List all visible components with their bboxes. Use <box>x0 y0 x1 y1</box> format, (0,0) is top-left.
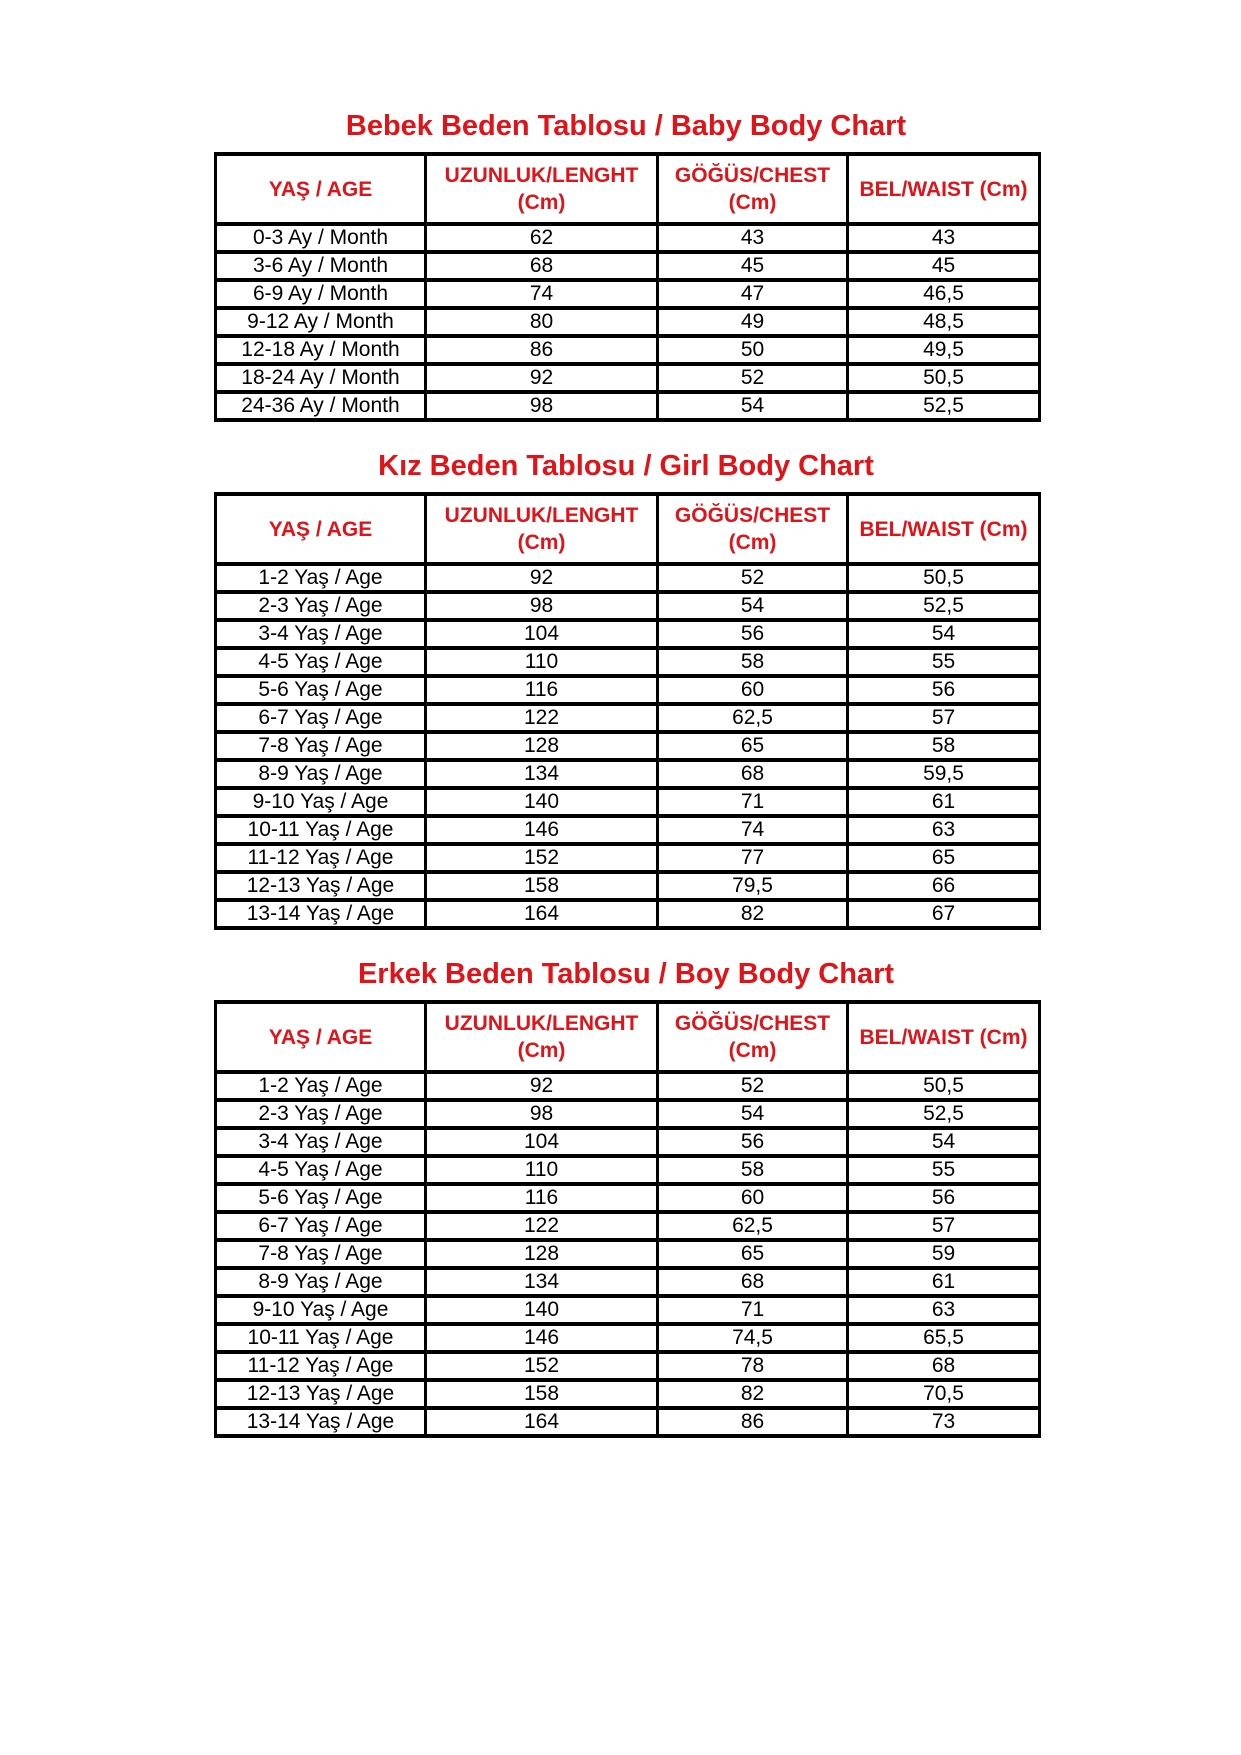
chest-cell: 65 <box>658 1240 848 1268</box>
chest-cell: 86 <box>658 1408 848 1436</box>
waist-cell: 52,5 <box>848 392 1040 420</box>
length-cell: 164 <box>426 1408 658 1436</box>
chest-cell: 71 <box>658 788 848 816</box>
chest-column-header <box>658 494 848 564</box>
table-row <box>216 1100 1040 1128</box>
length-cell: 164 <box>426 900 658 928</box>
age-cell: 3-4 Yaş / Age <box>216 620 426 648</box>
table-row <box>216 392 1040 420</box>
age-cell: 12-13 Yaş / Age <box>216 1380 426 1408</box>
length-header-unit: (Cm) <box>517 191 566 214</box>
chest-cell: 65 <box>658 732 848 760</box>
chest-cell: 79,5 <box>658 872 848 900</box>
waist-cell: 65,5 <box>848 1324 1040 1352</box>
waist-cell: 73 <box>848 1408 1040 1436</box>
length-cell: 110 <box>426 1156 658 1184</box>
waist-cell: 65 <box>848 844 1040 872</box>
table-row <box>216 1156 1040 1184</box>
table-row <box>216 1352 1040 1380</box>
table-row <box>216 704 1040 732</box>
waist-cell: 66 <box>848 872 1040 900</box>
waist-cell: 57 <box>848 704 1040 732</box>
waist-column-header <box>848 154 1040 224</box>
table-row <box>216 1240 1040 1268</box>
waist-header-label: BEL/WAIST (Cm) <box>859 1025 1028 1049</box>
table-row <box>216 1128 1040 1156</box>
chest-cell: 56 <box>658 620 848 648</box>
age-cell: 8-9 Yaş / Age <box>216 1268 426 1296</box>
waist-cell: 43 <box>848 224 1040 252</box>
age-cell: 2-3 Yaş / Age <box>216 1100 426 1128</box>
chest-cell: 60 <box>658 1184 848 1212</box>
chest-cell: 71 <box>658 1296 848 1324</box>
length-cell: 92 <box>426 1072 658 1100</box>
length-cell: 62 <box>426 224 658 252</box>
age-cell: 7-8 Yaş / Age <box>216 732 426 760</box>
age-cell: 9-12 Ay / Month <box>216 308 426 336</box>
length-cell: 152 <box>426 1352 658 1380</box>
length-cell: 140 <box>426 788 658 816</box>
age-cell: 11-12 Yaş / Age <box>216 844 426 872</box>
age-cell: 3-4 Yaş / Age <box>216 1128 426 1156</box>
chest-cell: 78 <box>658 1352 848 1380</box>
age-cell: 4-5 Yaş / Age <box>216 1156 426 1184</box>
length-cell: 98 <box>426 1100 658 1128</box>
length-cell: 152 <box>426 844 658 872</box>
boy-table-title: Erkek Beden Tablosu / Boy Body Chart <box>357 958 895 990</box>
table-row <box>216 872 1040 900</box>
chest-cell: 50 <box>658 336 848 364</box>
length-cell: 98 <box>426 592 658 620</box>
waist-cell: 59 <box>848 1240 1040 1268</box>
age-header-label: YAŞ / AGE <box>268 1025 373 1049</box>
table-row <box>216 336 1040 364</box>
girl-table-title: Kız Beden Tablosu / Girl Body Chart <box>378 450 874 482</box>
age-cell: 0-3 Ay / Month <box>216 224 426 252</box>
age-cell: 13-14 Yaş / Age <box>216 900 426 928</box>
waist-cell: 50,5 <box>848 564 1040 592</box>
chest-column-header <box>658 154 848 224</box>
chest-cell: 47 <box>658 280 848 308</box>
length-cell: 116 <box>426 676 658 704</box>
age-cell: 10-11 Yaş / Age <box>216 1324 426 1352</box>
waist-cell: 50,5 <box>848 1072 1040 1100</box>
table-row <box>216 1324 1040 1352</box>
waist-cell: 68 <box>848 1352 1040 1380</box>
age-cell: 9-10 Yaş / Age <box>216 788 426 816</box>
chest-cell: 52 <box>658 1072 848 1100</box>
table-row <box>216 1268 1040 1296</box>
chest-cell: 74,5 <box>658 1324 848 1352</box>
chest-cell: 77 <box>658 844 848 872</box>
table-row <box>216 1408 1040 1436</box>
table-row <box>216 1212 1040 1240</box>
age-cell: 6-7 Yaş / Age <box>216 1212 426 1240</box>
waist-cell: 59,5 <box>848 760 1040 788</box>
age-header-label: YAŞ / AGE <box>268 517 373 541</box>
baby-size-section <box>214 108 1038 422</box>
length-cell: 104 <box>426 1128 658 1156</box>
table-row <box>216 788 1040 816</box>
waist-cell: 58 <box>848 732 1040 760</box>
age-cell: 7-8 Yaş / Age <box>216 1240 426 1268</box>
waist-column-header <box>848 1002 1040 1072</box>
waist-header-label: BEL/WAIST (Cm) <box>859 177 1028 201</box>
waist-cell: 57 <box>848 1212 1040 1240</box>
length-cell: 146 <box>426 1324 658 1352</box>
length-cell: 134 <box>426 760 658 788</box>
age-column-header <box>216 494 426 564</box>
chest-cell: 68 <box>658 1268 848 1296</box>
length-cell: 122 <box>426 704 658 732</box>
waist-header-label: BEL/WAIST (Cm) <box>859 517 1028 541</box>
table-row <box>216 308 1040 336</box>
table-header-row <box>216 1002 1040 1072</box>
chest-cell: 60 <box>658 676 848 704</box>
chest-header-label: GÖĞÜS/CHEST <box>674 504 831 527</box>
length-header-label: UZUNLUK/LENGHT <box>444 1012 639 1035</box>
table-row <box>216 1296 1040 1324</box>
table-row <box>216 1184 1040 1212</box>
chest-cell: 52 <box>658 364 848 392</box>
waist-cell: 54 <box>848 620 1040 648</box>
age-column-header <box>216 1002 426 1072</box>
length-cell: 122 <box>426 1212 658 1240</box>
boy-size-section <box>214 956 1038 1438</box>
length-cell: 68 <box>426 252 658 280</box>
table-row <box>216 760 1040 788</box>
length-header-unit: (Cm) <box>517 531 566 554</box>
age-cell: 11-12 Yaş / Age <box>216 1352 426 1380</box>
baby-table-title: Bebek Beden Tablosu / Baby Body Chart <box>345 110 907 142</box>
baby-size-table <box>214 152 1041 422</box>
length-cell: 86 <box>426 336 658 364</box>
table-row <box>216 280 1040 308</box>
waist-cell: 46,5 <box>848 280 1040 308</box>
length-column-header <box>426 494 658 564</box>
table-row <box>216 620 1040 648</box>
table-row <box>216 844 1040 872</box>
length-cell: 92 <box>426 564 658 592</box>
waist-cell: 56 <box>848 1184 1040 1212</box>
boy-size-table <box>214 1000 1041 1438</box>
waist-cell: 50,5 <box>848 364 1040 392</box>
table-header-row <box>216 494 1040 564</box>
waist-cell: 45 <box>848 252 1040 280</box>
waist-cell: 63 <box>848 816 1040 844</box>
length-cell: 140 <box>426 1296 658 1324</box>
waist-cell: 67 <box>848 900 1040 928</box>
length-cell: 134 <box>426 1268 658 1296</box>
length-column-header <box>426 1002 658 1072</box>
chest-cell: 58 <box>658 1156 848 1184</box>
length-cell: 98 <box>426 392 658 420</box>
girl-size-table <box>214 492 1041 930</box>
waist-cell: 70,5 <box>848 1380 1040 1408</box>
chest-header-unit: (Cm) <box>728 1039 777 1062</box>
age-cell: 12-13 Yaş / Age <box>216 872 426 900</box>
chest-cell: 54 <box>658 592 848 620</box>
length-header-unit: (Cm) <box>517 1039 566 1062</box>
length-column-header <box>426 154 658 224</box>
waist-cell: 61 <box>848 1268 1040 1296</box>
length-cell: 158 <box>426 872 658 900</box>
chest-cell: 62,5 <box>658 1212 848 1240</box>
waist-cell: 52,5 <box>848 1100 1040 1128</box>
table-row <box>216 564 1040 592</box>
table-row <box>216 900 1040 928</box>
waist-cell: 55 <box>848 1156 1040 1184</box>
chest-cell: 52 <box>658 564 848 592</box>
length-cell: 128 <box>426 732 658 760</box>
age-column-header <box>216 154 426 224</box>
chest-cell: 82 <box>658 900 848 928</box>
girl-size-section <box>214 448 1038 930</box>
length-cell: 128 <box>426 1240 658 1268</box>
chest-cell: 58 <box>658 648 848 676</box>
waist-cell: 49,5 <box>848 336 1040 364</box>
table-row <box>216 252 1040 280</box>
length-header-label: UZUNLUK/LENGHT <box>444 164 639 187</box>
age-cell: 24-36 Ay / Month <box>216 392 426 420</box>
age-cell: 3-6 Ay / Month <box>216 252 426 280</box>
waist-column-header <box>848 494 1040 564</box>
table-row <box>216 732 1040 760</box>
table-header-row <box>216 154 1040 224</box>
age-cell: 1-2 Yaş / Age <box>216 1072 426 1100</box>
age-cell: 6-9 Ay / Month <box>216 280 426 308</box>
chest-cell: 56 <box>658 1128 848 1156</box>
age-cell: 5-6 Yaş / Age <box>216 1184 426 1212</box>
age-cell: 10-11 Yaş / Age <box>216 816 426 844</box>
table-row <box>216 224 1040 252</box>
waist-cell: 56 <box>848 676 1040 704</box>
table-row <box>216 1072 1040 1100</box>
chest-cell: 54 <box>658 392 848 420</box>
age-header-label: YAŞ / AGE <box>268 177 373 201</box>
length-cell: 116 <box>426 1184 658 1212</box>
waist-cell: 55 <box>848 648 1040 676</box>
table-row <box>216 592 1040 620</box>
chest-header-label: GÖĞÜS/CHEST <box>674 1012 831 1035</box>
length-cell: 146 <box>426 816 658 844</box>
length-cell: 158 <box>426 1380 658 1408</box>
length-cell: 110 <box>426 648 658 676</box>
age-cell: 2-3 Yaş / Age <box>216 592 426 620</box>
chest-cell: 43 <box>658 224 848 252</box>
chest-cell: 54 <box>658 1100 848 1128</box>
chest-cell: 82 <box>658 1380 848 1408</box>
waist-cell: 61 <box>848 788 1040 816</box>
waist-cell: 48,5 <box>848 308 1040 336</box>
age-cell: 6-7 Yaş / Age <box>216 704 426 732</box>
chest-column-header <box>658 1002 848 1072</box>
chest-cell: 74 <box>658 816 848 844</box>
chest-header-unit: (Cm) <box>728 531 777 554</box>
age-cell: 18-24 Ay / Month <box>216 364 426 392</box>
table-row <box>216 648 1040 676</box>
age-cell: 4-5 Yaş / Age <box>216 648 426 676</box>
age-cell: 8-9 Yaş / Age <box>216 760 426 788</box>
table-row <box>216 1380 1040 1408</box>
length-header-label: UZUNLUK/LENGHT <box>444 504 639 527</box>
length-cell: 92 <box>426 364 658 392</box>
table-row <box>216 364 1040 392</box>
length-cell: 80 <box>426 308 658 336</box>
table-row <box>216 676 1040 704</box>
chest-cell: 49 <box>658 308 848 336</box>
chest-cell: 68 <box>658 760 848 788</box>
length-cell: 74 <box>426 280 658 308</box>
waist-cell: 54 <box>848 1128 1040 1156</box>
chest-cell: 45 <box>658 252 848 280</box>
waist-cell: 63 <box>848 1296 1040 1324</box>
age-cell: 12-18 Ay / Month <box>216 336 426 364</box>
chest-header-label: GÖĞÜS/CHEST <box>674 164 831 187</box>
chest-header-unit: (Cm) <box>728 191 777 214</box>
age-cell: 9-10 Yaş / Age <box>216 1296 426 1324</box>
table-row <box>216 816 1040 844</box>
length-cell: 104 <box>426 620 658 648</box>
chest-cell: 62,5 <box>658 704 848 732</box>
age-cell: 1-2 Yaş / Age <box>216 564 426 592</box>
waist-cell: 52,5 <box>848 592 1040 620</box>
age-cell: 5-6 Yaş / Age <box>216 676 426 704</box>
age-cell: 13-14 Yaş / Age <box>216 1408 426 1436</box>
